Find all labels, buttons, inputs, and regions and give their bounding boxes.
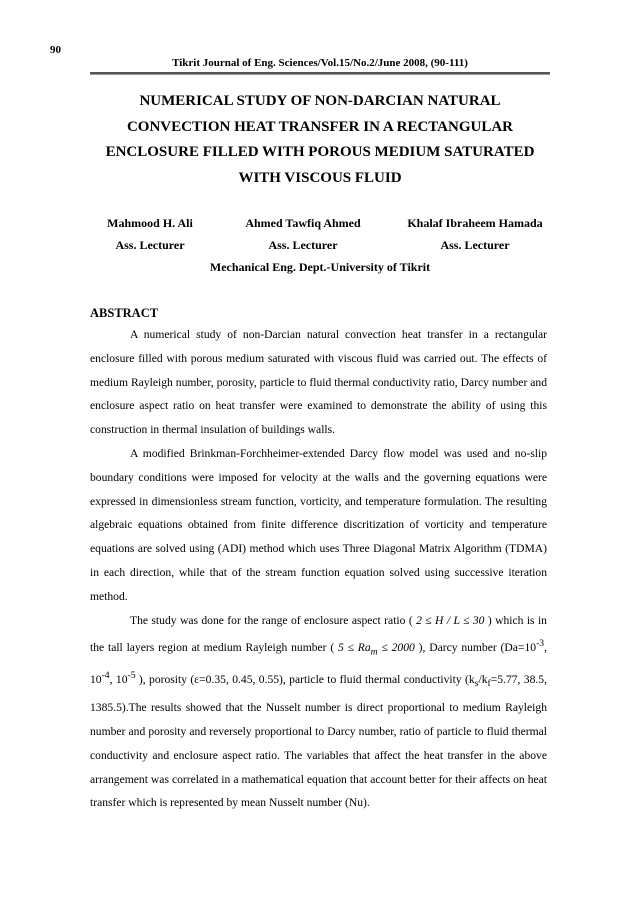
author-block xyxy=(90,212,210,256)
abstract-paragraph: A numerical study of non-Darcian natural convection heat transfer in a rectangular enclosure filled with porous medium saturated with viscous fluid was carried out. The effects of medium Rayleigh number, porosity, particle to fluid thermal conductivity ratio, Darcy number and enclosure aspect ratio on heat transfer were examined to demonstrate the ability of using this construction in thermal insulation of buildings walls. xyxy=(90,328,547,437)
aspect-ratio-expression: 2 ≤ H / L ≤ 30 xyxy=(416,613,485,627)
page-number: 90 xyxy=(50,44,61,56)
author-name: Khalaf Ibraheem Hamada xyxy=(407,216,543,230)
author-position: Ass. Lecturer xyxy=(268,238,338,252)
title-line: WITH VISCOUS FLUID xyxy=(238,169,402,186)
author-position: Ass. Lecturer xyxy=(115,238,185,252)
journal-running-header: Tikrit Journal of Eng. Sciences/Vol.15/No.2/June 2008, (90-111) xyxy=(172,57,468,69)
author-name: Ahmed Tawfiq Ahmed xyxy=(245,216,361,230)
affiliation: Mechanical Eng. Dept.-University of Tikrit xyxy=(209,260,431,274)
header-rule xyxy=(90,72,550,75)
rayleigh-expression: $5 \le Ra_m \le 2000$ xyxy=(338,641,415,658)
author-name: Mahmood H. Ali xyxy=(107,216,193,230)
author-block xyxy=(400,212,550,256)
author-block xyxy=(228,212,378,256)
abstract-body xyxy=(90,323,547,815)
title-line: NUMERICAL STUDY OF NON-DARCIAN NATURAL xyxy=(139,93,501,109)
abstract-paragraph: The study was done for the range of enclosure aspect ratio ( 2 ≤ H / L ≤ 30 ) which is in the tall layers region at medium Rayleigh number ( $5 \le Ra_m \le 2000$ ), Darcy number ($Da=10^{-3}$, $10^{-4}$, $10^{-5}$ ), porosity (ε=0.35, 0.45, 0.55), particle to fluid thermal conductivity ($k_s/k_f=5.77$, 38.5, 1385.5).The results showed that the Nusselt number is direct proportional to medium Rayleigh number and porosity and reversely proportional to Darcy number, ratio of particle to fluid thermal conductivity and enclosure aspect ratio. The variables that affect the heat transfer in the above arrangement was correlated in a mathematical equation that account better for their affects on heat transfer which is represented by mean Nusselt number (Nu). xyxy=(90,613,548,810)
title-line: CONVECTION HEAT TRANSFER IN A RECTANGULAR xyxy=(126,118,514,135)
paper-title xyxy=(80,89,560,191)
author-position: Ass. Lecturer xyxy=(440,238,510,252)
title-line: ENCLOSURE FILLED WITH POROUS MEDIUM SATURATED xyxy=(105,144,535,160)
abstract-heading: ABSTRACT xyxy=(90,306,159,320)
abstract-paragraph: A modified Brinkman-Forchheimer-extended Darcy flow model was used and no-slip boundary conditions were imposed for velocity at the walls and the governing equations were expressed in dimensionless stream function, vorticity, and temperature formulation. The resulting algebraic equations obtained from finite difference discritization of vorticity and temperature equations are solved using (ADI) method which uses Three Diagonal Matrix Algorithm (TDMA) in each direction, while that of the stream function equation solved using successive iteration method. xyxy=(90,446,547,603)
